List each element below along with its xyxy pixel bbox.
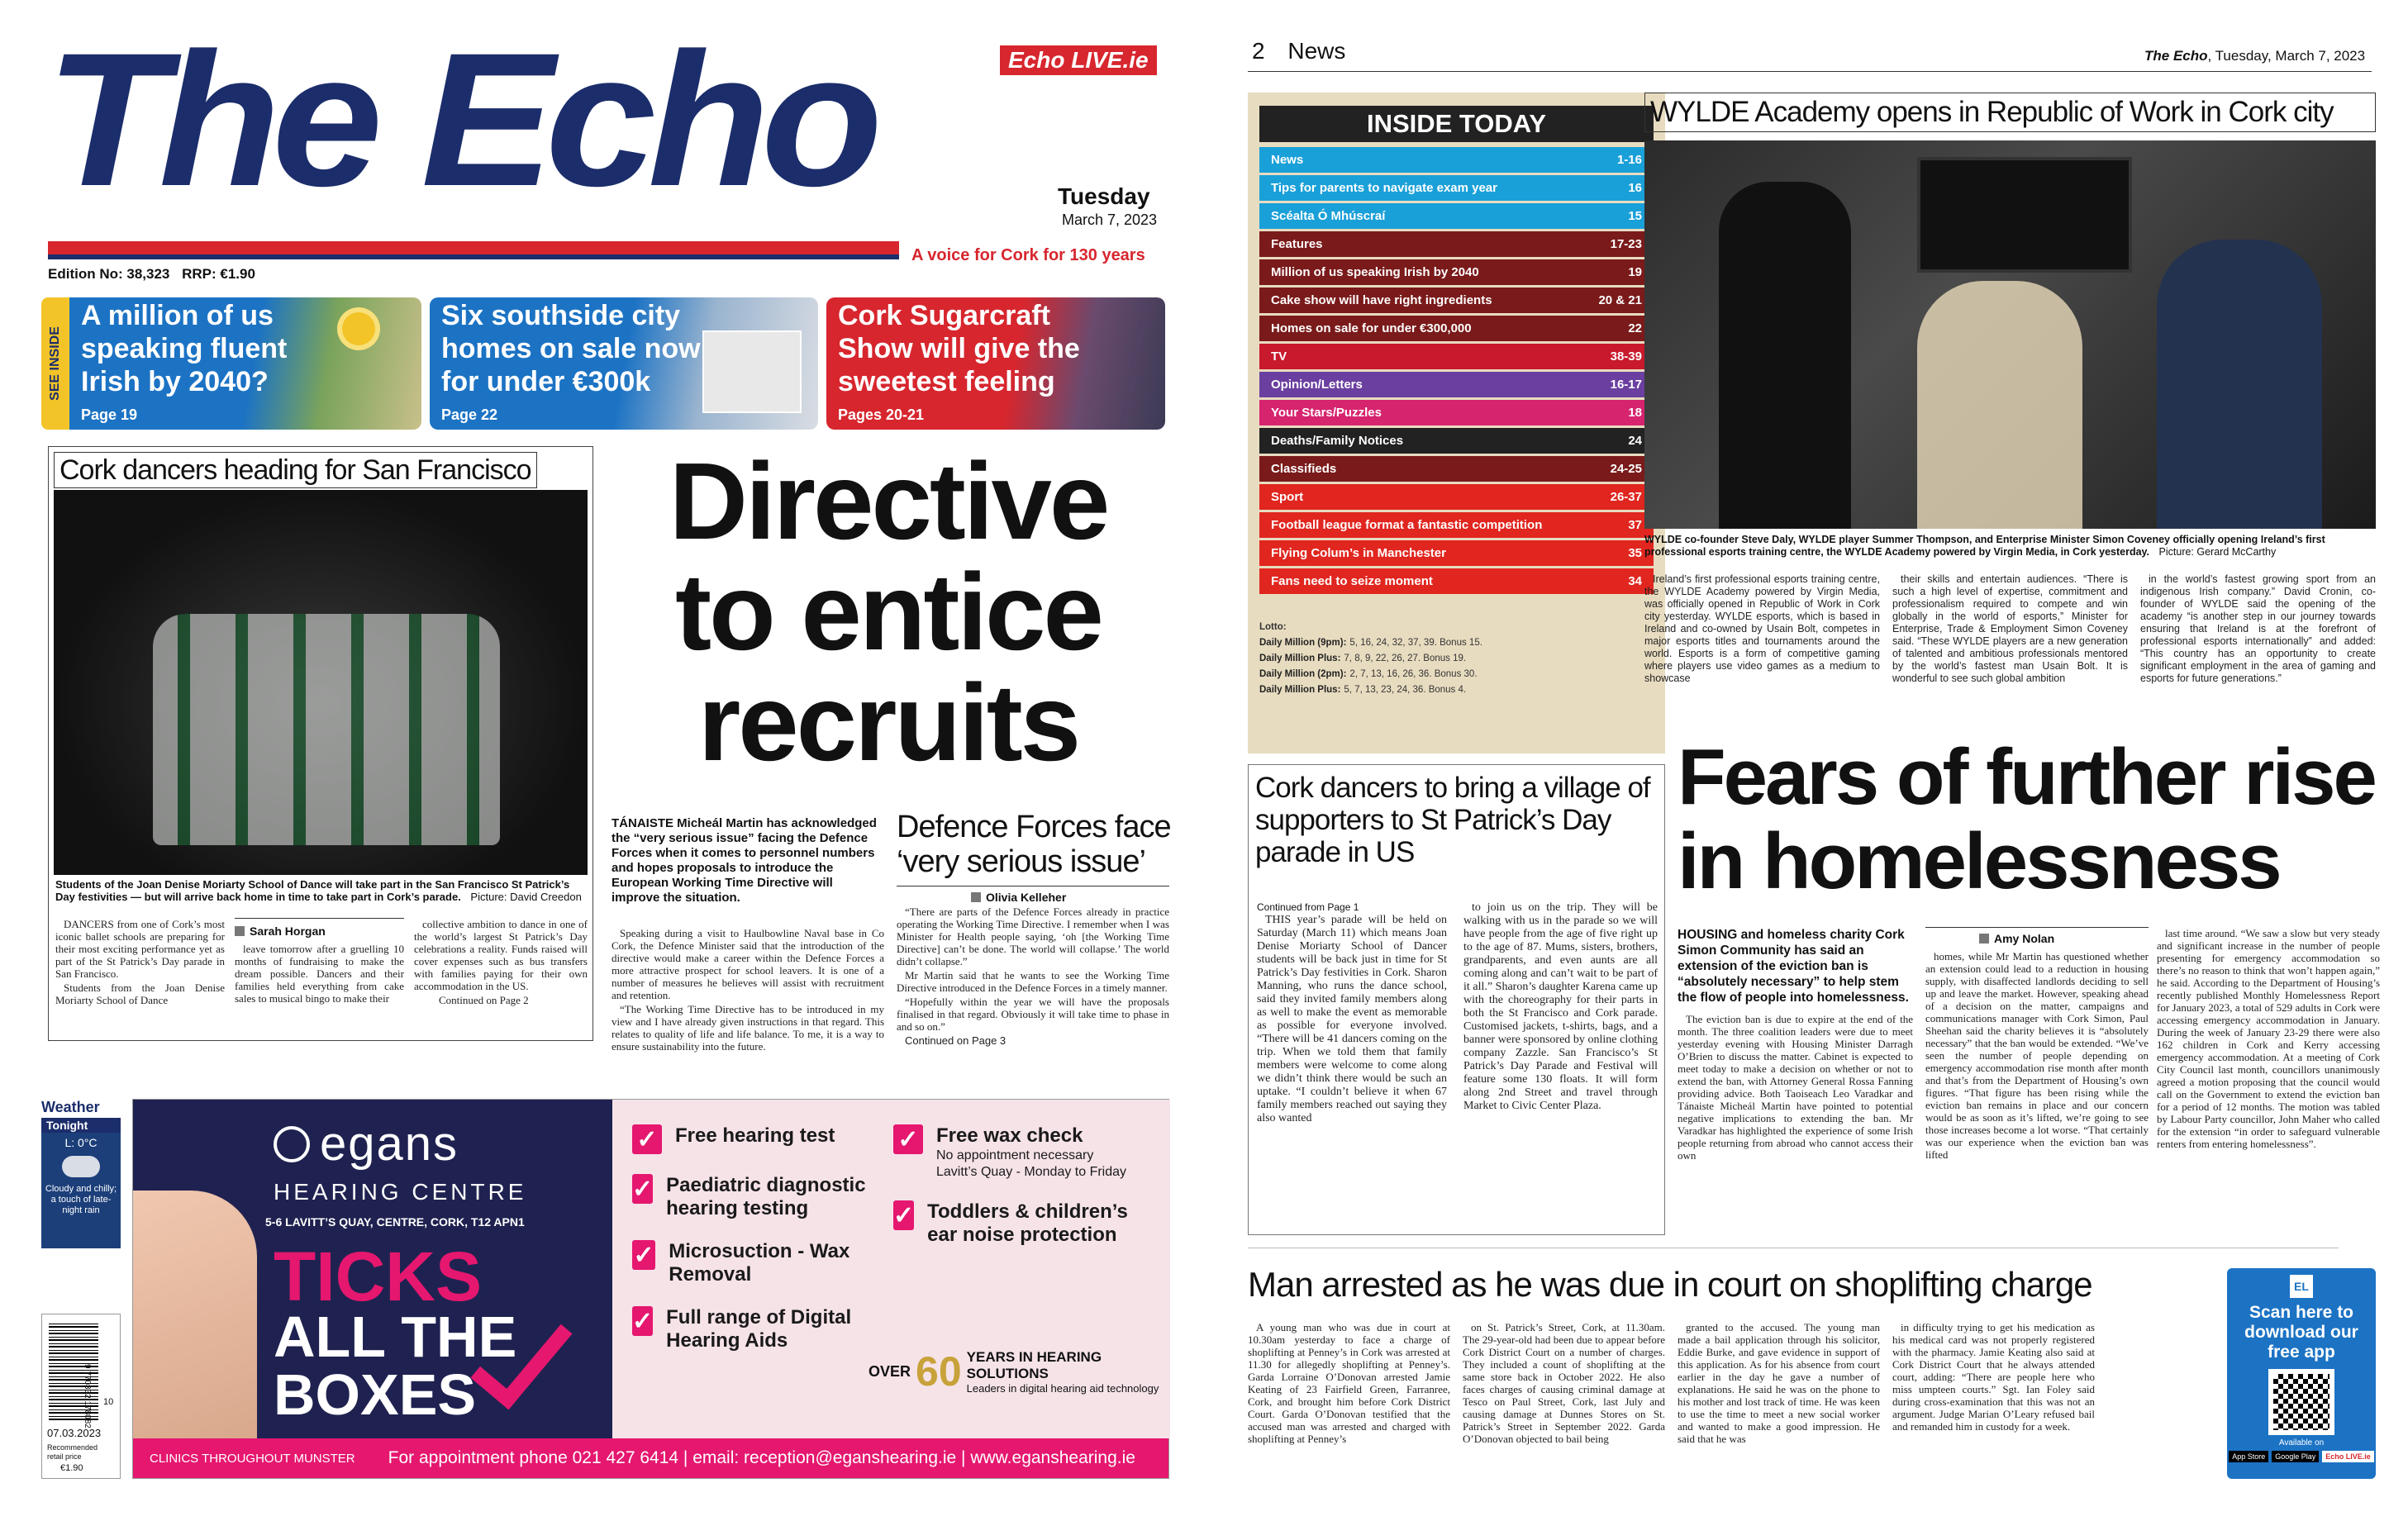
inside-today-row[interactable] bbox=[1259, 400, 1654, 428]
masthead-date: March 7, 2023 bbox=[1062, 212, 1158, 228]
left-page bbox=[0, 0, 1202, 1521]
lotto-numbers: 5, 16, 24, 32, 37, 39. Bonus 15. bbox=[1349, 638, 1482, 648]
dancers-credit: Picture: David Creedon bbox=[470, 891, 582, 903]
lotto-title: Lotto: bbox=[1259, 622, 1287, 632]
barcode-price: €1.90 bbox=[60, 1463, 83, 1473]
google-play-badge[interactable]: Google Play bbox=[2272, 1451, 2319, 1462]
ad-contact[interactable]: For appointment phone 021 427 6414 | email: reception@eganshearing.ie | www.eganshearing.ie bbox=[388, 1448, 1135, 1467]
egans-ad[interactable] bbox=[132, 1099, 1169, 1479]
lotto-line bbox=[1259, 682, 1654, 698]
inside-today-row[interactable] bbox=[1259, 512, 1654, 540]
dancers-figures bbox=[153, 614, 500, 845]
inside-today-row-page: 26-37 bbox=[1610, 490, 1642, 504]
dancers-box bbox=[48, 446, 593, 1041]
dancers-heading: Cork dancers heading for San Francisco bbox=[54, 452, 537, 488]
see-inside-tab bbox=[41, 297, 69, 430]
lead-col2-p3: “Hopefully within the year we will have the proposals finalised in that regard. Obviously it will take time to phase in and so on.” bbox=[897, 996, 1169, 1033]
dancers-col1-p2: Students from the Joan Denise Moriarty School of Dance bbox=[55, 982, 225, 1006]
daffodil-icon bbox=[342, 312, 375, 345]
inside-today-row-page: 16-17 bbox=[1610, 378, 1642, 392]
ad-right-panel bbox=[612, 1100, 1170, 1438]
inside-today-row-label: News bbox=[1271, 153, 1304, 167]
homeless-headline: Fears of further rise in homelessness bbox=[1678, 733, 2375, 905]
echolive-logo-text: Echo LIVE.ie bbox=[1008, 47, 1149, 73]
inside-today-row[interactable] bbox=[1259, 344, 1654, 372]
shoplifting-box bbox=[1248, 1248, 2339, 1483]
lead-col1-p2: “The Working Time Directive has to be introduced in my view and I have already given instructions in that regard. This relates to quality of life and life balance. To me, it is a way to ensure sustainability into the future. bbox=[612, 1003, 884, 1053]
lead-col2-p1: “There are parts of the Defence Forces already in practice operating the Working Time Directive. I remember when I was Minister for Health people saying, ‘oh [the Working Time Directive] can’t be done. The world will collapse.’ The world didn’t collapse.” bbox=[897, 905, 1169, 967]
qr-code-icon bbox=[2268, 1369, 2334, 1435]
dancers-continued[interactable]: Continued on Page 2 bbox=[439, 994, 529, 1006]
app-text: Scan here to download our free app bbox=[2244, 1303, 2358, 1362]
lotto-list bbox=[1259, 635, 1654, 698]
folio-section: News bbox=[1287, 38, 1346, 64]
inside-today-row-label: Tips for parents to navigate exam year bbox=[1271, 181, 1497, 195]
inside-today-row-label: TV bbox=[1271, 349, 1287, 364]
wylde-headline-box bbox=[1644, 93, 2376, 132]
wylde-col-2 bbox=[1892, 573, 2128, 722]
shoplifting-col-3 bbox=[1678, 1321, 1880, 1478]
dancers2-box bbox=[1248, 764, 1665, 1235]
folio-page-number: 2 bbox=[1252, 38, 1265, 64]
inside-today-row[interactable] bbox=[1259, 231, 1654, 259]
tick-icon: ✓ bbox=[893, 1124, 923, 1154]
lead-col1-p1: Speaking during a visit to Haulbowline Naval base in Co Cork, the Defence Minister said that the introduction of the directive would make a career within the Defence Forces a more attractive prospect for school leavers. It is one of a number of measures he believes will assist with recruitment and retention. bbox=[612, 927, 884, 1001]
tick-icon: ✓ bbox=[632, 1124, 662, 1154]
inside-today-row-page: 20 & 21 bbox=[1598, 293, 1642, 307]
inside-today-row-page: 24 bbox=[1628, 434, 1642, 448]
barcode-price-label: Recommended retail price bbox=[47, 1443, 98, 1461]
dancers2-col-2 bbox=[1463, 901, 1658, 1228]
dancers-photo bbox=[54, 490, 588, 875]
edition-number: Edition No: 38,323 bbox=[48, 266, 170, 282]
homeless-col-3 bbox=[2157, 927, 2380, 1233]
right-page bbox=[1202, 0, 2408, 1521]
inside-today-row-label: Homes on sale for under €300,000 bbox=[1271, 321, 1472, 335]
ad-item-text: Microsuction - Wax Removal bbox=[669, 1240, 850, 1286]
inside-today-row-page: 35 bbox=[1628, 546, 1642, 560]
ad-item-paediatric bbox=[632, 1174, 880, 1220]
ad-slogan-2: ALL THE bbox=[274, 1305, 517, 1369]
echolive-logo[interactable] bbox=[1000, 45, 1157, 75]
lead-col-2 bbox=[897, 905, 1169, 1046]
tick-icon: ✓ bbox=[632, 1175, 654, 1203]
dancers2-col1-text: THIS year’s parade will be held on Saturday (March 11) which means Joan Denise Moriarty School of Dancer students will be back just in time for St Patrick’s Day festivities in Cork. Sharon Manning, who runs the dance school, said they invited family members along as well to make the event as memorable as possible for everyone involved. “There will be 41 dancers coming on the trip. When we told them that family members were welcome to come along we didn’t think there would be such an uptake. “I couldn’t believe it when 67 family members reached out saying they also wanted bbox=[1257, 914, 1447, 1124]
dancers-col-1 bbox=[55, 918, 225, 1034]
masthead-tagline: A voice for Cork for 130 years bbox=[911, 246, 1145, 264]
inside-today-row-label: Features bbox=[1271, 237, 1323, 251]
dancers-byline-rule bbox=[235, 918, 404, 919]
shoplifting-col3-text: granted to the accused. The young man made a bail application through his solicitor, Eddie Burke, and gave evidence in support of this application. As for his absence from court earlier in the day he gave a number of explanations. He said he was on the phone to his mother and lost track of time. He was keen to use the time to meet a new social worker and wanted to make a good impression. He said that he was bbox=[1678, 1321, 1880, 1445]
barcode-date: 07.03.2023 bbox=[47, 1427, 102, 1439]
app-store-badge[interactable]: App Store bbox=[2229, 1451, 2268, 1462]
folio-paper: The Echo bbox=[2144, 48, 2208, 64]
promo-homes-title: Six southside city homes on sale now for under €300k bbox=[441, 300, 701, 397]
promo-sugarcraft-title: Cork Sugarcraft Show will give the sweetest feeling bbox=[838, 300, 1080, 397]
lotto-numbers: 2, 7, 13, 16, 26, 36. Bonus 30. bbox=[1349, 669, 1478, 679]
masthead-red-rule bbox=[48, 241, 899, 254]
hand-hearing-aid-icon bbox=[133, 1191, 257, 1438]
dancers-col2-p1: leave tomorrow after a gruelling 10 months of fundraising to make the dream possible. Dancers and their families held everything from cake sales to musical bingo to make their bbox=[235, 943, 404, 1005]
inside-today-row-label: Cake show will have right ingredients bbox=[1271, 293, 1492, 307]
tick-icon: ✓ bbox=[893, 1201, 915, 1229]
dancers2-col2-text: to join us on the trip. They will be walking with us in the parade so we will have people from the age of five right up to the age of 87. Mums, sisters, brothers, grandparents, and even aunts are all coming along and can’t wait to be part of it all.” Sharon’s daughter Karena came up with the choreography for their parts in both the St Francisco and Cork parade. Customised jackets, t-shirts, bags, and a banner were sponsored by online clothing company Zazzle. San Francisco’s St Patrick’s Day Parade and Festival will feature some 130 floats. It will form along 2nd Street and travel through Market to Civic Center Plaza. bbox=[1463, 901, 1658, 1112]
masthead-navy-rule bbox=[48, 254, 899, 259]
wylde-col2-text: their skills and entertain audiences. “There is such a high level of expertise, commitment and professionalism required to compete and win globally in the world of esports,” Minister for Enterprise, Trade & Employment Simon Coveney said. “These WYLDE players are a new generation of talented and ambitious professionals mentored by the world’s fastest man Usain Bolt. It is wonderful to see such global ambition bbox=[1892, 573, 2128, 684]
wylde-col3-text: in the world’s fastest growing sport from an indigenous Irish company.” David Cronin, co-founder of WYLDE said the opening of the academy “is another step in our journey towards ensuring that Ireland is at the forefront of professional esports internationally” and added: “This country has an opportunity to create significant employment in the area of gaming and esports for future generations.” bbox=[2140, 573, 2376, 684]
dancers-col-2 bbox=[235, 943, 404, 1034]
inside-today-title: INSIDE TODAY bbox=[1259, 106, 1654, 142]
homeless-col-1 bbox=[1678, 1013, 1913, 1232]
rrp: RRP: €1.90 bbox=[182, 266, 255, 282]
ad-item-text: Paediatric diagnostic hearing testing bbox=[666, 1174, 866, 1219]
homeless-byline-rule bbox=[1925, 927, 2149, 928]
homeless-intro: HOUSING and homeless charity Cork Simon Community has said an extension of the eviction ban is “absolutely necessary” to help stem the flow of people into homelessness. bbox=[1678, 928, 1909, 1005]
ad-slogan-1: TICKS bbox=[274, 1238, 482, 1315]
lotto-numbers: 5, 7, 13, 23, 24, 36. Bonus 4. bbox=[1344, 685, 1467, 695]
shoplifting-headline: Man arrested as he was due in court on shoplifting charge bbox=[1248, 1265, 2092, 1304]
inside-today-row-label: Million of us speaking Irish by 2040 bbox=[1271, 265, 1479, 279]
wylde-person-right bbox=[2157, 240, 2322, 529]
wylde-headline: WYLDE Academy opens in Republic of Work in Cork city bbox=[1650, 96, 2334, 128]
inside-today-row-page: 16 bbox=[1628, 181, 1642, 195]
inside-today-row-page: 37 bbox=[1628, 518, 1642, 532]
egans-logo-icon bbox=[274, 1126, 310, 1162]
masthead-title: The Echo bbox=[45, 13, 874, 226]
house-icon bbox=[702, 330, 802, 413]
shoplifting-col-1 bbox=[1248, 1321, 1450, 1478]
ad-slogan-3: BOXES bbox=[274, 1362, 477, 1427]
ad-address: 5-6 LAVITT’S QUAY, CENTRE, CORK, T12 APN1 bbox=[265, 1215, 525, 1229]
lead-subhead: Defence Forces face ‘very serious issue’ bbox=[897, 810, 1171, 879]
ad-left-panel bbox=[133, 1100, 612, 1438]
ad-item-wax bbox=[893, 1124, 1158, 1181]
inside-today-row[interactable] bbox=[1259, 456, 1654, 484]
weather-panel bbox=[41, 1133, 121, 1248]
promo-homes[interactable] bbox=[430, 297, 818, 430]
ad-brand-sub: HEARING CENTRE bbox=[274, 1179, 527, 1205]
weather-temp: L: 0°C bbox=[64, 1136, 98, 1149]
lotto-draw-name: Daily Million (2pm): bbox=[1259, 669, 1347, 679]
inside-today-box bbox=[1248, 93, 1665, 753]
wylde-monitor bbox=[1917, 157, 2132, 273]
inside-today-row-page: 19 bbox=[1628, 265, 1642, 279]
weather-desc: Cloudy and chilly; a touch of late-night rain bbox=[45, 1184, 117, 1215]
inside-today-row[interactable] bbox=[1259, 175, 1654, 203]
inside-today-row-label: Classifieds bbox=[1271, 462, 1337, 476]
dancers-caption-text: Students of the Joan Denise Moriarty School of Dance will take part in the San Francisco St Patrick’s Day festivities — but will arrive back home in time to take part in Cork’s parade. bbox=[55, 878, 570, 903]
inside-today-list bbox=[1259, 147, 1654, 597]
ad-item-digital bbox=[632, 1306, 880, 1352]
dancers-col-3 bbox=[414, 918, 588, 1034]
ad-years-sub: Leaders in digital hearing aid technology bbox=[966, 1381, 1159, 1395]
lead-col-1 bbox=[612, 927, 884, 1053]
tick-icon: ✓ bbox=[633, 1241, 654, 1269]
lotto-draw-name: Daily Million Plus: bbox=[1259, 654, 1341, 663]
shoplifting-col4-text: in difficulty trying to get his medication as his medical card was not properly registered with the pharmacy. Jamie Keating also said at Cork District Court that he always attended court, adding: “There are people here who miss umpteen courts.” Sgt. Ian Foley said during cross-examination that this was not an argument. Judge Marian O’Leary refused bail and remanded him in custody for a week. bbox=[1892, 1321, 2095, 1433]
homeless-col-2 bbox=[1925, 950, 2149, 1231]
ad-footer bbox=[133, 1438, 1168, 1478]
inside-today-row[interactable] bbox=[1259, 203, 1654, 231]
folio-rule bbox=[1248, 71, 2372, 72]
app-promo[interactable] bbox=[2227, 1268, 2376, 1479]
ad-years-text: YEARS IN HEARING SOLUTIONS bbox=[966, 1348, 1102, 1381]
barcode-issue: 10 bbox=[103, 1397, 114, 1407]
ad-wax-sub2: Lavitt’s Quay - Monday to Friday bbox=[936, 1165, 1127, 1179]
inside-today-row-page: 1-16 bbox=[1616, 153, 1642, 167]
ad-brand: egans bbox=[320, 1117, 459, 1171]
masthead-day: Tuesday bbox=[1058, 183, 1150, 209]
inside-today-row-label: Football league format a fantastic competition bbox=[1271, 518, 1543, 532]
ad-wax-sub1: No appointment necessary bbox=[936, 1148, 1094, 1162]
barcode-digits: 9 770332 178082 bbox=[83, 1364, 92, 1428]
lotto-numbers: 7, 8, 9, 22, 26, 27. Bonus 19. bbox=[1344, 654, 1467, 663]
dancers-col1-p1: DANCERS from one of Cork’s most iconic ballet schools are preparing for their most exciting performance yet as part of the St Patrick’s Day parade in San Francisco. bbox=[55, 918, 225, 980]
shoplifting-col-4 bbox=[1892, 1321, 2095, 1478]
inside-today-row[interactable] bbox=[1259, 540, 1654, 568]
folio-right bbox=[2144, 48, 2365, 64]
barcode-box bbox=[41, 1314, 121, 1479]
shoplifting-col1-text: A young man who was due in court at 10.30am yesterday to face a charge of shoplifting at Penney’s in Cork was arrested at 11.30 for allegedly shoplifting at Penney’s. Garda Lorraine O’Donovan arrested Jamie Keating of 23 Fairfield Green, Farranree, Cork, and brought him before Cork District Court. Garda O’Donovan testified that the accused man was arrested and charged with shoplifting at Penney’s bbox=[1248, 1321, 1450, 1445]
dancers-byline: Sarah Horgan bbox=[235, 924, 326, 938]
app-available: Available on bbox=[2278, 1438, 2325, 1447]
ad-item-text: Full range of Digital Hearing Aids bbox=[666, 1306, 852, 1352]
lead-headline: Directive to entice recruits bbox=[669, 440, 1108, 783]
lead-intro: TÁNAISTE Micheál Martin has acknowledged the “very serious issue” facing the Defence Forces when it comes to personnel numbers and hopes proposals to introduce the European Working Time Directive will improve the situation. bbox=[612, 816, 877, 905]
inside-today-row[interactable] bbox=[1259, 568, 1654, 597]
wylde-col1-text: Ireland’s first professional esports training centre, the WYLDE Academy powered by Virgin Media, was officially opened in Republic of Work in Cork city yesterday. WYLDE esports, which is based in Ireland and co-owned by Usain Bolt, competes in major esports titles and tournaments around the world. Esports is a form of competitive gaming where players use video games as a medium to showcase bbox=[1644, 573, 1880, 684]
promo-sugarcraft-page: Pages 20-21 bbox=[838, 406, 925, 423]
ad-years-num: 60 bbox=[916, 1348, 962, 1395]
ad-item-toddlers bbox=[893, 1200, 1158, 1247]
wylde-photo bbox=[1644, 140, 2376, 529]
inside-today-row-label: Fans need to seize moment bbox=[1271, 574, 1433, 588]
lotto-draw-name: Daily Million (9pm): bbox=[1259, 638, 1347, 648]
inside-today-row-page: 15 bbox=[1628, 209, 1642, 223]
dancers-caption bbox=[55, 878, 588, 903]
inside-today-row-page: 17-23 bbox=[1610, 237, 1642, 251]
lotto-line bbox=[1259, 651, 1654, 667]
wylde-col-3 bbox=[2140, 573, 2376, 722]
ad-over: OVER bbox=[868, 1362, 911, 1380]
see-inside-label: SEE INSIDE bbox=[48, 326, 62, 401]
homeless-col1-text: The eviction ban is due to expire at the end of the month. The three coalition leaders were due to meet yesterday evening with Housing Minister Darragh O’Brien to discuss the matter. Cabinet is expected to meet today to make a decision on whether or not to extend the ban, with Attorney General Rossa Fanning providing advice. Both Taoiseach Leo Varadkar and Tánaiste Micheál Martin have pointed to potential negative implications to extending the ban. Mr Varadkar has highlighted the experience of some Irish people returning from abroad who cannot access their own bbox=[1678, 1013, 1913, 1162]
wylde-credit: Picture: Gerard McCarthy bbox=[2158, 546, 2277, 558]
lead-col2-p2: Mr Martin said that he wants to see the Working Time Directive introduced in the Defence Forces in a timely manner. bbox=[897, 969, 1169, 994]
inside-today-row[interactable] bbox=[1259, 288, 1654, 316]
dancers2-continued-from: Continued from Page 1 bbox=[1257, 901, 1359, 913]
edition-line bbox=[48, 266, 255, 283]
ad-wax-title: Free wax check bbox=[936, 1124, 1083, 1147]
promo-irish-page: Page 19 bbox=[81, 406, 138, 423]
ad-item-text: Toddlers & children’s ear noise protection bbox=[927, 1200, 1128, 1246]
echolive-badge: Echo LIVE.ie bbox=[2322, 1451, 2374, 1462]
promo-homes-page: Page 22 bbox=[441, 406, 498, 423]
wylde-caption bbox=[1644, 534, 2376, 558]
inside-today-row[interactable] bbox=[1259, 372, 1654, 400]
folio-date: , Tuesday, March 7, 2023 bbox=[2207, 48, 2366, 64]
lead-continued[interactable]: Continued on Page 3 bbox=[905, 1034, 1007, 1047]
dancers2-col-1 bbox=[1257, 914, 1447, 1228]
app-logo: EL bbox=[2290, 1275, 2313, 1298]
folio-left bbox=[1252, 38, 1345, 64]
homeless-byline: Amy Nolan bbox=[1979, 932, 2054, 945]
inside-today-row[interactable] bbox=[1259, 147, 1654, 175]
app-stores bbox=[2227, 1451, 2376, 1462]
inside-today-row-label: Sport bbox=[1271, 490, 1304, 504]
tick-icon: ✓ bbox=[632, 1307, 654, 1335]
weather-tonight: Tonight bbox=[41, 1118, 121, 1133]
inside-today-row-page: 38-39 bbox=[1610, 349, 1642, 364]
ad-clinics: CLINICS THROUGHOUT MUNSTER bbox=[150, 1451, 355, 1466]
weather-label: Weather bbox=[41, 1099, 100, 1115]
inside-today-row-page: 22 bbox=[1628, 321, 1642, 335]
shoplifting-col2-text: on St. Patrick’s Street, Cork, at 11.30am. The 29-year-old had been due to appear before Cork District Court on a number of charges. They included a count of shoplifting at the same store back in October 2022. He also faces charges of causing criminal damage at Tesco on Paul Street, Cork, last July and causing damage at Dunnes Stores on St. Patrick’s Street in September 2022. Garda O’Donovan objected to bail being bbox=[1463, 1321, 1665, 1445]
promo-irish[interactable] bbox=[69, 297, 421, 430]
shoplifting-col-2 bbox=[1463, 1321, 1665, 1478]
ad-col-2 bbox=[893, 1124, 1158, 1247]
inside-today-row[interactable] bbox=[1259, 259, 1654, 288]
dancers-col3-p1: collective ambition to dance in one of the world’s largest St Patrick’s Day celebrations a reality. Funds raised will cover expenses such as bus transfers with families paying for their own accommodation in the US. bbox=[414, 918, 588, 992]
lotto-draw-name: Daily Million Plus: bbox=[1259, 685, 1341, 695]
wylde-person-center bbox=[1917, 281, 2082, 529]
inside-today-row-page: 34 bbox=[1628, 574, 1642, 588]
inside-today-row-page: 18 bbox=[1628, 406, 1642, 420]
promo-sugarcraft[interactable] bbox=[826, 297, 1165, 430]
lotto-line bbox=[1259, 635, 1654, 651]
homeless-col2-text: homes, while Mr Martin has questioned whether an extension could lead to a reduction in housing supply, with disaffected landlords deciding to sell up and leave the market. However, speaking ahead of a decision on the matter, campaigns and communications manager with Cork Simon, Paul Sheehan said the charity believes it is “absolutely necessary” that the ban would be extended. “We’ve seen the number of people depending on emergency accommodation rise month after month and that’s from the Department of Housing’s own figures. “That figure has been rising while the eviction ban remains in place and our concern would be as soon as it’s lifted, we’re going to see those increases become a lot worse. “That certainly was our experience when the eviction ban was lifted bbox=[1925, 950, 2149, 1161]
cloud-rain-icon bbox=[62, 1156, 100, 1177]
promo-irish-title: A million of us speaking fluent Irish by 2040? bbox=[81, 300, 288, 397]
inside-today-row-label: Opinion/Letters bbox=[1271, 378, 1363, 392]
ad-item-hearing-test bbox=[632, 1124, 880, 1154]
weather-box bbox=[41, 1099, 121, 1305]
homeless-col3-text: last time around. “We saw a slow but very steady and significant increase in the number of people presenting for emergency accommodation so there’s no reason to think that won’t happen again,” he said. According to the Department of Housing’s recently published Monthly Homelessness Report for January 2023, a total of 529 adults in Cork were accessing emergency accommodation in January. During the week of January 23-29 there were also 162 children in Cork and Kerry accessing emergency accommodation. At a meeting of Cork City Council last month, councillors unanimously agreed a motion proposing that the council would call on the Government to extend the eviction ban for a period of 12 months. The motion was tabled by Labour Party councillor, John Maher who called for the extension “in order to safeguard vulnerable renters from entering homelessness”. bbox=[2157, 927, 2380, 1150]
dancers2-headline: Cork dancers to bring a village of supporters to St Patrick’s Day parade in US bbox=[1255, 772, 1650, 868]
inside-today-row-label: Your Stars/Puzzles bbox=[1271, 406, 1382, 420]
inside-today-row-page: 24-25 bbox=[1610, 462, 1642, 476]
inside-today-row[interactable] bbox=[1259, 484, 1654, 512]
inside-today-row-label: Deaths/Family Notices bbox=[1271, 434, 1404, 448]
wylde-person-left bbox=[1719, 182, 1851, 529]
lead-byline: Olivia Kelleher bbox=[971, 891, 1066, 904]
ad-col-1 bbox=[632, 1124, 880, 1352]
inside-today-row-label: Flying Colum’s in Manchester bbox=[1271, 546, 1446, 560]
wylde-col-1 bbox=[1644, 573, 1880, 722]
lotto-section bbox=[1259, 620, 1654, 698]
lotto-line bbox=[1259, 667, 1654, 682]
ad-item-microsuction bbox=[632, 1240, 880, 1286]
inside-today-row-label: Scéalta Ó Mhúscraí bbox=[1271, 209, 1386, 223]
inside-today-row[interactable] bbox=[1259, 316, 1654, 344]
ad-years bbox=[868, 1348, 1170, 1395]
wylde-caption-text: WYLDE co-founder Steve Daly, WYLDE player Summer Thompson, and Enterprise Minister Simon Coveney officially opening Ireland’s first professional esports training centre, the WYLDE Academy powered by Virgin Media, in Cork yesterday. bbox=[1644, 534, 2325, 558]
inside-today-row[interactable] bbox=[1259, 428, 1654, 456]
ad-item-text: Free hearing test bbox=[675, 1124, 835, 1147]
